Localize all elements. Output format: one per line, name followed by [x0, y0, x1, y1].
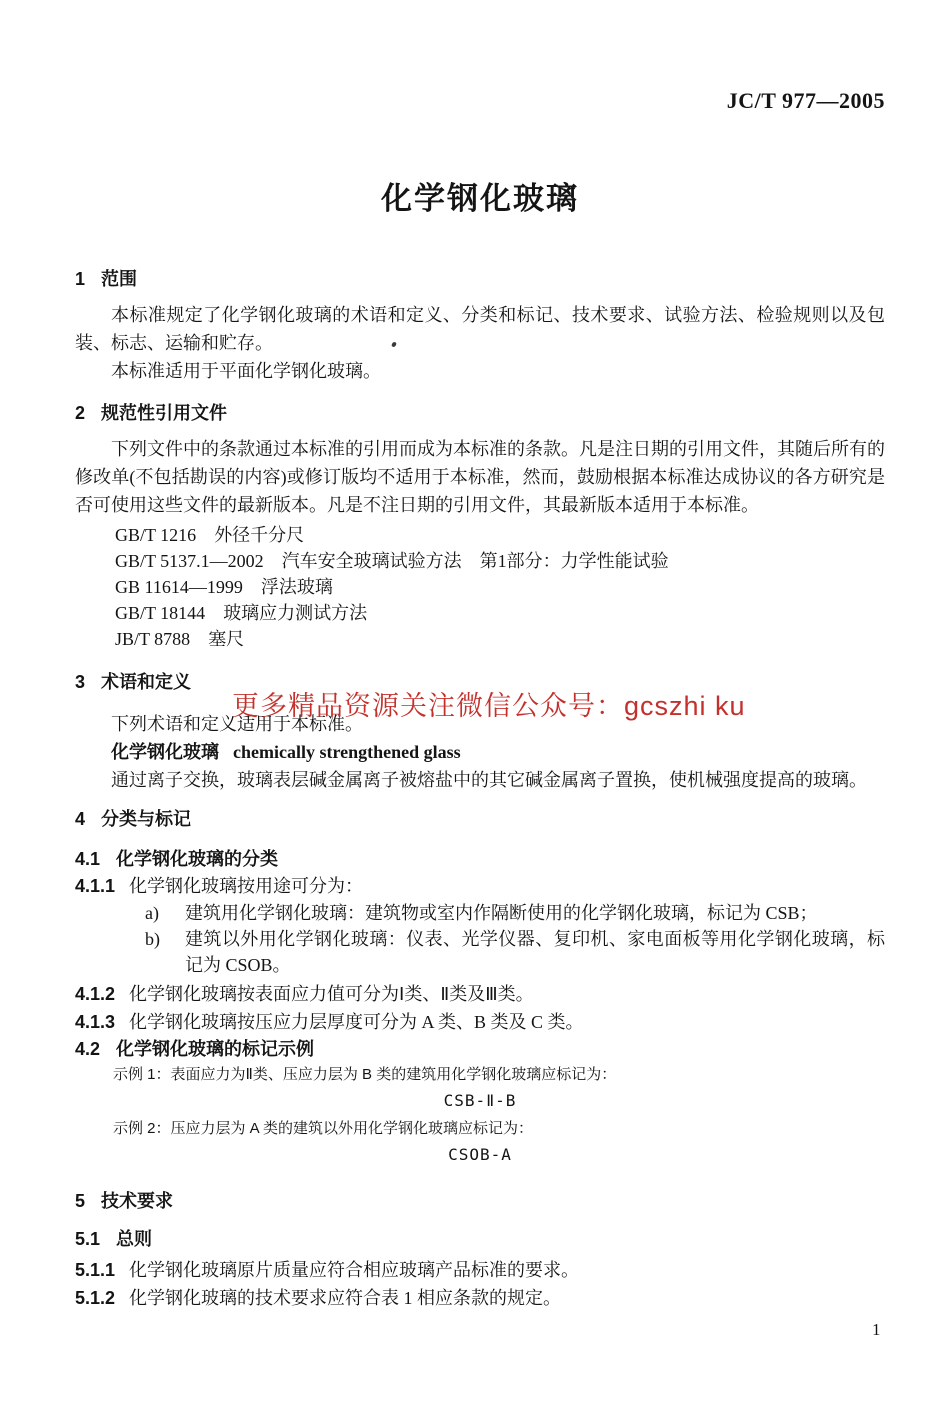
- clause-text: 化学钢化玻璃按表面应力值可分为Ⅰ类、Ⅱ类及Ⅲ类。: [129, 984, 534, 1004]
- reference-item: [115, 574, 885, 600]
- section-title: 术语和定义: [101, 672, 192, 692]
- section-title: 规范性引用文件: [101, 403, 228, 423]
- reference-code: GB/T 5137.1—2002: [115, 551, 264, 571]
- list-item-text: 建筑用化学钢化玻璃：建筑物或室内作隔断使用的化学钢化玻璃，标记为 CSB；: [185, 903, 818, 923]
- section-title: 化学钢化玻璃的标记示例: [116, 1039, 315, 1059]
- section-number: 5: [75, 1191, 86, 1211]
- section-number: 2: [75, 403, 86, 423]
- reference-code: GB/T 18144: [115, 603, 206, 623]
- clause-text: 化学钢化玻璃按压应力层厚度可分为 A 类、B 类及 C 类。: [129, 1012, 584, 1032]
- list-item-b: [145, 926, 885, 978]
- clause-text: 化学钢化玻璃原片质量应符合相应玻璃产品标准的要求。: [129, 1260, 580, 1280]
- reference-title: 汽车安全玻璃试验方法 第1部分：力学性能试验: [281, 551, 669, 571]
- example-1-code: CSB-Ⅱ-B: [443, 1091, 517, 1110]
- subsection-4-1-heading: [75, 846, 885, 872]
- clause-number: 4.1.1: [75, 876, 116, 896]
- example-2-code: CSOB-A: [448, 1145, 512, 1164]
- term-definition-line: [75, 738, 885, 766]
- clause-4-1-2: [75, 980, 885, 1008]
- reference-code: JB/T 8788: [115, 629, 191, 649]
- reference-item: [115, 600, 885, 626]
- scope-paragraph-1: 本标准规定了化学钢化玻璃的术语和定义、分类和标记、技术要求、试验方法、检验规则以及包装、标志、运输和贮存。: [75, 305, 885, 353]
- page-number: 1: [872, 1320, 881, 1339]
- list-marker: a): [145, 903, 159, 923]
- reference-title: 塞尺: [208, 629, 245, 649]
- standard-code: JC/T 977—2005: [726, 88, 885, 113]
- section-number: 4: [75, 809, 86, 829]
- references-list: [115, 522, 885, 652]
- clause-text: 化学钢化玻璃的技术要求应符合表 1 相应条款的规定。: [129, 1288, 562, 1308]
- example-1-label: 示例 1：表面应力为Ⅱ类、压应力层为 B 类的建筑用化学钢化玻璃应标记为：: [113, 1066, 617, 1083]
- list-marker: b): [145, 929, 160, 949]
- normative-references-paragraph: 下列文件中的条款通过本标准的引用而成为本标准的条款。凡是注日期的引用文件，其随后所有的修改单(不包括勘误的内容)或修订版均不适用于本标准，然而，鼓励根据本标准达成协议的各方研究是否可使用这些文件的最新版本。凡是不注日期的引用文件，其最新版本适用于本标准。: [75, 439, 885, 515]
- section-4-heading: [75, 806, 885, 832]
- clause-5-1-1: [75, 1256, 885, 1284]
- clause-text: 化学钢化玻璃按用途可分为：: [129, 876, 364, 896]
- term-chinese: 化学钢化玻璃: [111, 742, 219, 762]
- reference-code: GB/T 1216: [115, 525, 197, 545]
- section-title: 技术要求: [101, 1191, 174, 1211]
- section-2-heading: [75, 400, 885, 426]
- section-number: 3: [75, 672, 86, 692]
- subsection-4-2-heading: [75, 1036, 885, 1062]
- section-title: 范围: [101, 269, 138, 289]
- page-title: 化学钢化玻璃: [381, 181, 579, 216]
- reference-item: [115, 626, 885, 652]
- term-english: chemically strengthened glass: [233, 742, 461, 762]
- section-5-heading: [75, 1188, 885, 1214]
- clause-number: 5.1.2: [75, 1288, 116, 1308]
- section-number: 1: [75, 269, 86, 289]
- section-number: 4.1: [75, 849, 101, 869]
- section-title: 总则: [116, 1229, 153, 1249]
- clause-number: 4.1.3: [75, 1012, 116, 1032]
- section-number: 4.2: [75, 1039, 101, 1059]
- reference-title: 玻璃应力测试方法: [223, 603, 368, 623]
- reference-item: [115, 522, 885, 548]
- section-number: 5.1: [75, 1229, 101, 1249]
- reference-code: GB 11614—1999: [115, 577, 243, 597]
- clause-number: 5.1.1: [75, 1260, 116, 1280]
- clause-4-1-1: [75, 872, 885, 900]
- reference-title: 浮法玻璃: [260, 577, 333, 597]
- terms-intro-paragraph: 下列术语和定义适用于本标准。: [111, 714, 363, 734]
- clause-5-1-2: [75, 1284, 885, 1312]
- scope-paragraph-2: 本标准适用于平面化学钢化玻璃。: [111, 361, 381, 381]
- reference-title: 外径千分尺: [214, 525, 305, 545]
- reference-item: [115, 548, 885, 574]
- term-definition-text: 通过离子交换，玻璃表层碱金属离子被熔盐中的其它碱金属离子置换，使机械强度提高的玻璃。: [111, 770, 867, 790]
- clause-4-1-3: [75, 1008, 885, 1036]
- subsection-5-1-heading: [75, 1226, 885, 1252]
- example-2-label: 示例 2：压应力层为 A 类的建筑以外用化学钢化玻璃应标记为：: [113, 1120, 534, 1137]
- section-1-heading: [75, 266, 885, 292]
- red-watermark-text: 更多精品资源关注微信公众号：gcszhi ku: [232, 691, 746, 721]
- list-item-a: [145, 900, 885, 926]
- clause-number: 4.1.2: [75, 984, 116, 1004]
- list-item-text: 建筑以外用化学钢化玻璃：仪表、光学仪器、复印机、家电面板等用化学钢化玻璃，标记为 CSOB。: [185, 929, 885, 975]
- section-title: 化学钢化玻璃的分类: [116, 849, 279, 869]
- section-title: 分类与标记: [101, 809, 192, 829]
